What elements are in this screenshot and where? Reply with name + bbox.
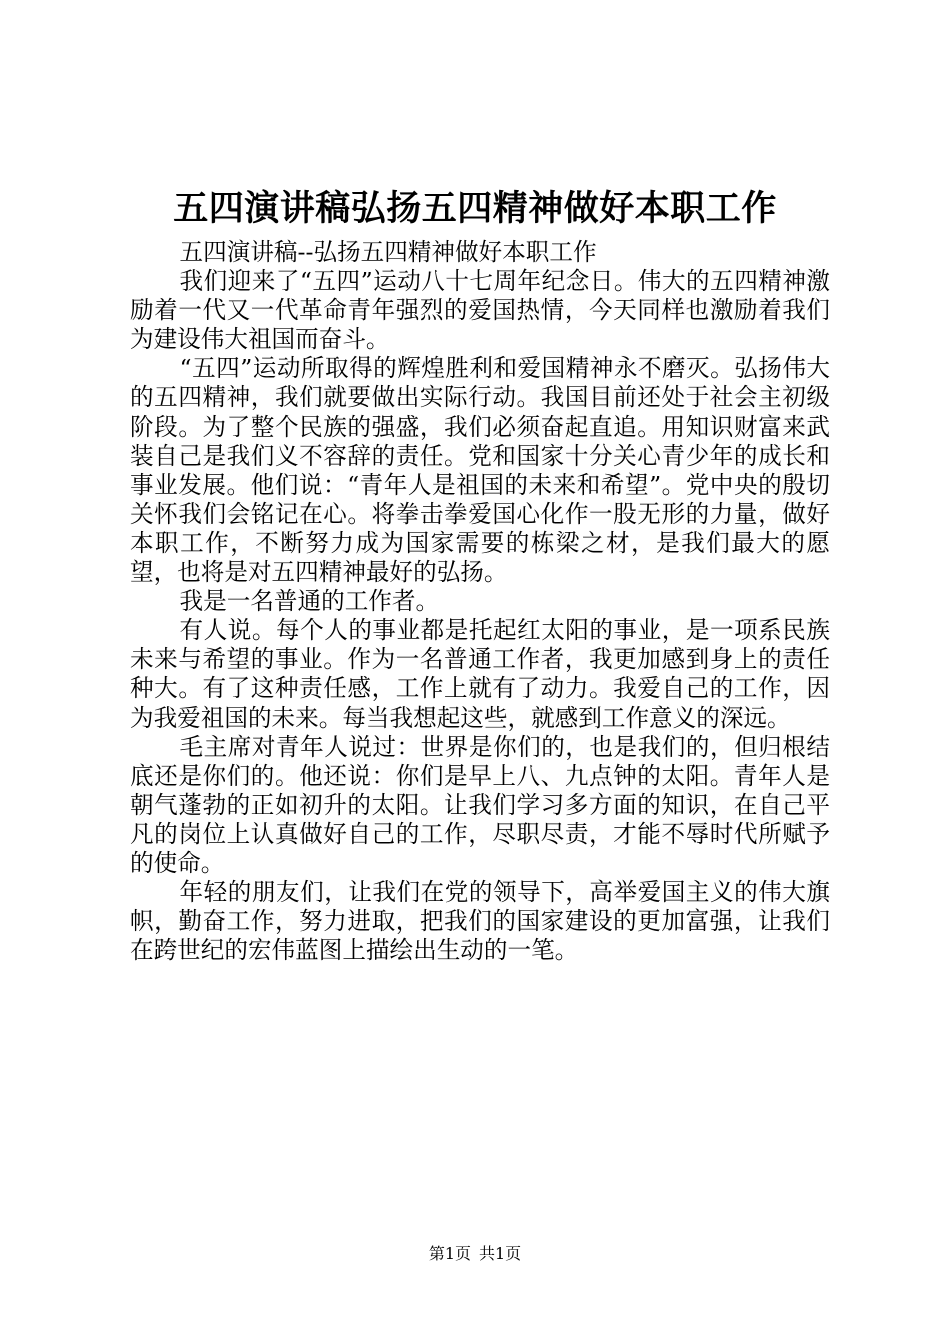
page-total: 共1页 [479, 1244, 522, 1263]
subtitle-paragraph: 五四演讲稿--弘扬五四精神做好本职工作 [179, 238, 597, 266]
body-paragraph: 年轻的朋友们，让我们在党的领导下，高举爱国主义的伟大旗帜，勤奋工作，努力进取，把我们的国家建设的更加富强，让我们在跨世纪的宏伟蓝图上描绘出生动的一笔。 [130, 878, 830, 965]
page-footer [0, 1244, 950, 1264]
document-body [130, 238, 830, 965]
body-paragraph: 我们迎来了“五四”运动八十七周年纪念日。伟大的五四精神激励着一代又一代革命青年强烈的爱国热情，今天同样也激励着我们为建设伟大祖国而奋斗。 [130, 267, 830, 354]
body-paragraph: “五四”运动所取得的辉煌胜利和爱国精神永不磨灭。弘扬伟大的五四精神，我们就要做出实际行动。我国目前还处于社会主初级阶段。为了整个民族的强盛，我们必须奋起直追。用知识财富来武装自己是我们义不容辞的责任。党和国家十分关心青少年的成长和事业发展。他们说：“青年人是祖国的未来和希望”。党中央的殷切关怀我们会铭记在心。将拳击拳爱国心化作一股无形的力量，做好本职工作，不断努力成为国家需要的栋梁之材，是我们最大的愿望，也将是对五四精神最好的弘扬。 [130, 354, 830, 587]
document-title: 五四演讲稿弘扬五四精神做好本职工作 [173, 188, 777, 229]
body-paragraph: 有人说。每个人的事业都是托起红太阳的事业，是一项系民族未来与希望的事业。作为一名普通工作者，我更加感到身上的责任种大。有了这种责任感，工作上就有了动力。我爱自己的工作，因为我爱祖国的未来。每当我想起这些，就感到工作意义的深远。 [130, 616, 830, 732]
page-number: 第1页 [428, 1244, 471, 1263]
body-paragraph: 毛主席对青年人说过：世界是你们的，也是我们的，但归根结底还是你们的。他还说：你们是早上八、九点钟的太阳。青年人是朝气蓬勃的正如初升的太阳。让我们学习多方面的知识，在自己平凡的岗位上认真做好自己的工作，尽职尽责，才能不辱时代所赋予的使命。 [130, 732, 830, 877]
body-paragraph: 我是一名普通的工作者。 [179, 587, 440, 616]
